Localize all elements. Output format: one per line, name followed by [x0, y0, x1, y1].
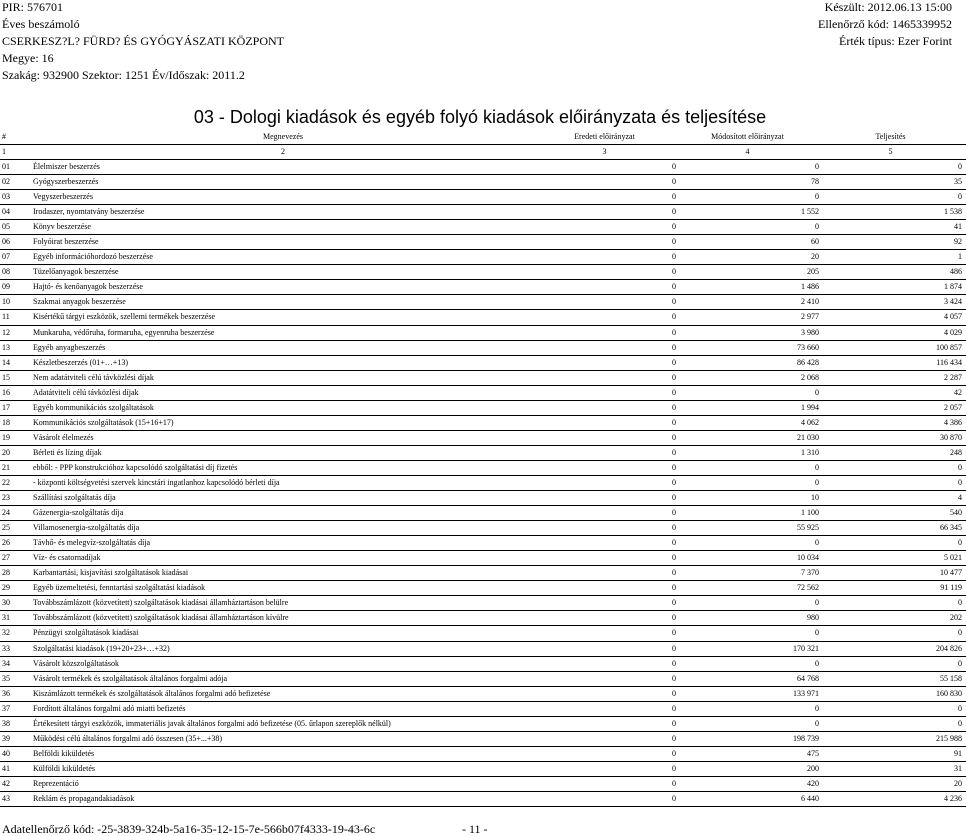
row-number: 35	[0, 671, 30, 686]
created-label: Készült: 2012.06.13 15:00	[824, 0, 952, 14]
page-number: - 11 -	[462, 822, 488, 836]
original-budget-value: 0	[533, 310, 676, 325]
row-name: Bérleti és lízing díjak	[30, 445, 533, 460]
fulfillment-value: 42	[819, 385, 966, 400]
row-name: Működési célú általános forgalmi adó összesen (35+...+38)	[30, 731, 533, 746]
original-budget-value: 0	[533, 205, 676, 220]
row-name: Továbbszámlázott (közvetített) szolgáltatások kiadásai államháztartáson belülre	[30, 596, 533, 611]
row-name: Vegyszerbeszerzés	[30, 190, 533, 205]
row-name: Gyógyszerbeszerzés	[30, 175, 533, 190]
check-code-label: Ellenőrző kód: 1465339952	[818, 17, 952, 31]
row-name: Karbantartási, kisjavítási szolgáltatások kiadásai	[30, 566, 533, 581]
modified-budget-value: 198 739	[676, 731, 819, 746]
row-name: Egyéb kommunikációs szolgáltatások	[30, 400, 533, 415]
fulfillment-value: 540	[819, 506, 966, 521]
county-label: Megye: 16	[2, 51, 54, 65]
fulfillment-value: 0	[819, 460, 966, 475]
table-row	[0, 310, 966, 325]
original-budget-value: 0	[533, 160, 676, 175]
table-row	[0, 340, 966, 355]
modified-budget-value: 0	[676, 160, 819, 175]
row-number: 25	[0, 521, 30, 536]
original-budget-value: 0	[533, 250, 676, 265]
fulfillment-value: 10 477	[819, 566, 966, 581]
original-budget-value: 0	[533, 430, 676, 445]
row-name: Tüzelőanyagok beszerzése	[30, 265, 533, 280]
row-name: Egyéb anyagbeszerzés	[30, 340, 533, 355]
fulfillment-value: 66 345	[819, 521, 966, 536]
row-name: Hajtó- és kenőanyagok beszerzése	[30, 280, 533, 295]
modified-budget-value: 1 100	[676, 506, 819, 521]
fulfillment-value: 91	[819, 746, 966, 761]
modified-budget-value: 72 562	[676, 581, 819, 596]
original-budget-value: 0	[533, 716, 676, 731]
row-number: 13	[0, 340, 30, 355]
institution-name: CSERKESZ?L? FÜRD? ÉS GYÓGYÁSZATI KÖZPONT	[2, 34, 284, 48]
column-header-number: #	[0, 130, 30, 145]
modified-budget-value: 7 370	[676, 566, 819, 581]
original-budget-value: 0	[533, 460, 676, 475]
row-name: Munkaruha, védőruha, formaruha, egyenruha beszerzése	[30, 325, 533, 340]
table-row	[0, 581, 966, 596]
fulfillment-value: 92	[819, 235, 966, 250]
row-name: Gázenergia-szolgáltatás díja	[30, 506, 533, 521]
row-number: 31	[0, 611, 30, 626]
original-budget-value: 0	[533, 190, 676, 205]
row-number: 33	[0, 641, 30, 656]
table-row	[0, 506, 966, 521]
modified-budget-value: 6 440	[676, 791, 819, 806]
modified-budget-value: 0	[676, 656, 819, 671]
table-row	[0, 746, 966, 761]
modified-budget-value: 200	[676, 761, 819, 776]
original-budget-value: 0	[533, 475, 676, 490]
fulfillment-value: 35	[819, 175, 966, 190]
row-number: 12	[0, 325, 30, 340]
row-name: Adatátviteli célú távközlési díjak	[30, 385, 533, 400]
row-number: 01	[0, 160, 30, 175]
row-number: 36	[0, 686, 30, 701]
row-number: 26	[0, 536, 30, 551]
row-number: 30	[0, 596, 30, 611]
original-budget-value: 0	[533, 400, 676, 415]
row-name: Vásárolt termékek és szolgáltatások általános forgalmi adója	[30, 671, 533, 686]
fulfillment-value: 2 287	[819, 370, 966, 385]
table-row	[0, 671, 966, 686]
original-budget-value: 0	[533, 340, 676, 355]
table-row	[0, 791, 966, 806]
column-number: 5	[819, 145, 966, 160]
table-row	[0, 761, 966, 776]
table-row	[0, 731, 966, 746]
original-budget-value: 0	[533, 656, 676, 671]
pir-label: PIR: 576701	[2, 0, 64, 14]
fulfillment-value: 0	[819, 160, 966, 175]
modified-budget-value: 3 980	[676, 325, 819, 340]
modified-budget-value: 0	[676, 190, 819, 205]
fulfillment-value: 160 830	[819, 686, 966, 701]
fulfillment-value: 1 874	[819, 280, 966, 295]
table-row	[0, 265, 966, 280]
row-name: Víz- és csatornadíjak	[30, 551, 533, 566]
original-budget-value: 0	[533, 325, 676, 340]
row-name: Folyóirat beszerzése	[30, 235, 533, 250]
original-budget-value: 0	[533, 641, 676, 656]
table-row	[0, 175, 966, 190]
modified-budget-value: 86 428	[676, 355, 819, 370]
row-name: Külföldi kiküldetés	[30, 761, 533, 776]
modified-budget-value: 20	[676, 250, 819, 265]
report-title: 03 - Dologi kiadások és egyéb folyó kiadások előirányzata és teljesítése	[193, 107, 767, 127]
original-budget-value: 0	[533, 671, 676, 686]
table-row	[0, 641, 966, 656]
fulfillment-value: 0	[819, 596, 966, 611]
fulfillment-value: 4 236	[819, 791, 966, 806]
fulfillment-value: 0	[819, 656, 966, 671]
fulfillment-value: 204 826	[819, 641, 966, 656]
table-row	[0, 325, 966, 340]
row-number: 06	[0, 235, 30, 250]
fulfillment-value: 486	[819, 265, 966, 280]
original-budget-value: 0	[533, 506, 676, 521]
table-row	[0, 415, 966, 430]
row-name: Kiszámlázott termékek és szolgáltatások általános forgalmi adó befizetése	[30, 686, 533, 701]
table-row	[0, 521, 966, 536]
table-row	[0, 190, 966, 205]
row-name: Vásárolt közszolgáltatások	[30, 656, 533, 671]
table-row	[0, 611, 966, 626]
row-number: 43	[0, 791, 30, 806]
row-number: 40	[0, 746, 30, 761]
row-number: 23	[0, 491, 30, 506]
table-row	[0, 701, 966, 716]
row-name: Könyv beszerzése	[30, 220, 533, 235]
modified-budget-value: 73 660	[676, 340, 819, 355]
fulfillment-value: 100 857	[819, 340, 966, 355]
original-budget-value: 0	[533, 445, 676, 460]
modified-budget-value: 64 768	[676, 671, 819, 686]
expenditure-table	[0, 130, 966, 807]
modified-budget-value: 78	[676, 175, 819, 190]
row-number: 21	[0, 460, 30, 475]
modified-budget-value: 2 977	[676, 310, 819, 325]
table-body	[0, 160, 966, 807]
fulfillment-value: 20	[819, 776, 966, 791]
original-budget-value: 0	[533, 686, 676, 701]
row-name: Villamosenergia-szolgáltatás díja	[30, 521, 533, 536]
modified-budget-value: 420	[676, 776, 819, 791]
row-name: Egyéb üzemeltetési, fenntartási szolgáltatási kiadások	[30, 581, 533, 596]
table-row	[0, 776, 966, 791]
column-header-name: Megnevezés	[30, 130, 533, 145]
original-budget-value: 0	[533, 295, 676, 310]
row-number: 07	[0, 250, 30, 265]
row-number: 38	[0, 716, 30, 731]
row-number: 15	[0, 370, 30, 385]
report-header-left	[2, 0, 284, 84]
table-row	[0, 220, 966, 235]
table-row	[0, 445, 966, 460]
table-row	[0, 460, 966, 475]
row-name: Belföldi kiküldetés	[30, 746, 533, 761]
fulfillment-value: 248	[819, 445, 966, 460]
table-row	[0, 205, 966, 220]
row-number: 39	[0, 731, 30, 746]
row-number: 28	[0, 566, 30, 581]
modified-budget-value: 0	[676, 475, 819, 490]
table-row	[0, 656, 966, 671]
table-row	[0, 400, 966, 415]
fulfillment-value: 215 988	[819, 731, 966, 746]
row-name: Továbbszámlázott (közvetített) szolgáltatások kiadásai államháztartáson kívülre	[30, 611, 533, 626]
row-number: 27	[0, 551, 30, 566]
column-header-modified-budget: Módosított előirányzat	[676, 130, 819, 145]
report-type-label: Éves beszámoló	[2, 17, 80, 31]
row-number: 41	[0, 761, 30, 776]
original-budget-value: 0	[533, 761, 676, 776]
modified-budget-value: 10 034	[676, 551, 819, 566]
modified-budget-value: 1 994	[676, 400, 819, 415]
modified-budget-value: 205	[676, 265, 819, 280]
row-number: 10	[0, 295, 30, 310]
original-budget-value: 0	[533, 370, 676, 385]
column-number: 1	[0, 145, 30, 160]
row-number: 37	[0, 701, 30, 716]
modified-budget-value: 980	[676, 611, 819, 626]
row-name: - központi költségvetési szervek kincstári ingatlanhoz kapcsolódó bérleti díja	[30, 475, 533, 490]
modified-budget-value: 0	[676, 596, 819, 611]
row-name: Irodaszer, nyomtatvány beszerzése	[30, 205, 533, 220]
row-number: 03	[0, 190, 30, 205]
table-row	[0, 235, 966, 250]
modified-budget-value: 0	[676, 701, 819, 716]
original-budget-value: 0	[533, 385, 676, 400]
column-number: 2	[30, 145, 533, 160]
table-row	[0, 250, 966, 265]
original-budget-value: 0	[533, 280, 676, 295]
table-row	[0, 686, 966, 701]
column-number: 4	[676, 145, 819, 160]
row-name: ebből: - PPP konstrukcióhoz kapcsolódó szolgáltatási díj fizetés	[30, 460, 533, 475]
table-row	[0, 551, 966, 566]
fulfillment-value: 91 119	[819, 581, 966, 596]
modified-budget-value: 1 310	[676, 445, 819, 460]
row-number: 29	[0, 581, 30, 596]
row-number: 34	[0, 656, 30, 671]
modified-budget-value: 10	[676, 491, 819, 506]
column-header-original-budget: Eredeti előirányzat	[533, 130, 676, 145]
row-name: Nem adatátviteli célú távközlési díjak	[30, 370, 533, 385]
row-number: 42	[0, 776, 30, 791]
row-number: 04	[0, 205, 30, 220]
report-header-right	[818, 0, 952, 50]
row-name: Vásárolt élelmezés	[30, 430, 533, 445]
row-name: Kisértékű tárgyi eszközök, szellemi termékek beszerzése	[30, 310, 533, 325]
table-row	[0, 626, 966, 641]
original-budget-value: 0	[533, 175, 676, 190]
fulfillment-value: 0	[819, 716, 966, 731]
original-budget-value: 0	[533, 611, 676, 626]
fulfillment-value: 30 870	[819, 430, 966, 445]
row-name: Reklám és propagandakiadások	[30, 791, 533, 806]
column-number-row	[0, 145, 966, 160]
original-budget-value: 0	[533, 731, 676, 746]
table-header-row	[0, 130, 966, 145]
row-number: 02	[0, 175, 30, 190]
row-name: Reprezentáció	[30, 776, 533, 791]
row-number: 17	[0, 400, 30, 415]
fulfillment-value: 41	[819, 220, 966, 235]
fulfillment-value: 4 386	[819, 415, 966, 430]
original-budget-value: 0	[533, 791, 676, 806]
row-name: Pénzügyi szolgáltatások kiadásai	[30, 626, 533, 641]
row-name: Készletbeszerzés (01+…+13)	[30, 355, 533, 370]
row-number: 19	[0, 430, 30, 445]
modified-budget-value: 1 486	[676, 280, 819, 295]
table-row	[0, 491, 966, 506]
table-row	[0, 160, 966, 175]
table-row	[0, 596, 966, 611]
original-budget-value: 0	[533, 521, 676, 536]
fulfillment-value: 116 434	[819, 355, 966, 370]
modified-budget-value: 0	[676, 626, 819, 641]
value-type-label: Érték típus: Ezer Forint	[839, 34, 952, 48]
original-budget-value: 0	[533, 220, 676, 235]
modified-budget-value: 4 062	[676, 415, 819, 430]
table-row	[0, 536, 966, 551]
original-budget-value: 0	[533, 536, 676, 551]
fulfillment-value: 0	[819, 190, 966, 205]
original-budget-value: 0	[533, 776, 676, 791]
column-header-fulfillment: Teljesítés	[819, 130, 966, 145]
row-number: 05	[0, 220, 30, 235]
fulfillment-value: 1	[819, 250, 966, 265]
fulfillment-value: 3 424	[819, 295, 966, 310]
table-row	[0, 716, 966, 731]
row-name: Szállítási szolgáltatás díja	[30, 491, 533, 506]
original-budget-value: 0	[533, 265, 676, 280]
modified-budget-value: 55 925	[676, 521, 819, 536]
original-budget-value: 0	[533, 701, 676, 716]
fulfillment-value: 5 021	[819, 551, 966, 566]
modified-budget-value: 2 410	[676, 295, 819, 310]
sector-label: Szakág: 932900 Szektor: 1251 Év/Időszak: 2011.2	[2, 68, 245, 82]
modified-budget-value: 0	[676, 536, 819, 551]
original-budget-value: 0	[533, 626, 676, 641]
row-number: 18	[0, 415, 30, 430]
row-number: 09	[0, 280, 30, 295]
original-budget-value: 0	[533, 355, 676, 370]
original-budget-value: 0	[533, 746, 676, 761]
row-number: 20	[0, 445, 30, 460]
row-number: 16	[0, 385, 30, 400]
fulfillment-value: 55 158	[819, 671, 966, 686]
fulfillment-value: 0	[819, 701, 966, 716]
row-number: 11	[0, 310, 30, 325]
modified-budget-value: 21 030	[676, 430, 819, 445]
row-number: 14	[0, 355, 30, 370]
table-row	[0, 280, 966, 295]
fulfillment-value: 31	[819, 761, 966, 776]
original-budget-value: 0	[533, 551, 676, 566]
table-row	[0, 355, 966, 370]
modified-budget-value: 475	[676, 746, 819, 761]
table-row	[0, 475, 966, 490]
table-row	[0, 370, 966, 385]
row-name: Fordított általános forgalmi adó miatti befizetés	[30, 701, 533, 716]
data-check-code: Adatellenőrző kód: -25-3839-324b-5a16-35-12-15-7e-566b07f4333-19-43-6c	[2, 822, 376, 836]
row-name: Értékesített tárgyi eszközök, immateriális javak általános forgalmi adó befizetése (05. űrlapon szereplők nélkül)	[30, 716, 533, 731]
row-name: Élelmiszer beszerzés	[30, 160, 533, 175]
modified-budget-value: 170 321	[676, 641, 819, 656]
fulfillment-value: 0	[819, 536, 966, 551]
column-number: 3	[533, 145, 676, 160]
row-name: Távhő- és melegvíz-szolgáltatás díja	[30, 536, 533, 551]
row-name: Egyéb információhordozó beszerzése	[30, 250, 533, 265]
original-budget-value: 0	[533, 566, 676, 581]
fulfillment-value: 4 057	[819, 310, 966, 325]
row-name: Szakmai anyagok beszerzése	[30, 295, 533, 310]
original-budget-value: 0	[533, 596, 676, 611]
fulfillment-value: 4	[819, 491, 966, 506]
row-number: 08	[0, 265, 30, 280]
fulfillment-value: 202	[819, 611, 966, 626]
modified-budget-value: 133 971	[676, 686, 819, 701]
table-row	[0, 566, 966, 581]
row-name: Szolgáltatási kiadások (19+20+23+…+32)	[30, 641, 533, 656]
modified-budget-value: 0	[676, 385, 819, 400]
modified-budget-value: 0	[676, 716, 819, 731]
row-number: 32	[0, 626, 30, 641]
table-row	[0, 385, 966, 400]
table-row	[0, 295, 966, 310]
row-name: Kommunikációs szolgáltatások (15+16+17)	[30, 415, 533, 430]
fulfillment-value: 2 057	[819, 400, 966, 415]
modified-budget-value: 0	[676, 220, 819, 235]
original-budget-value: 0	[533, 235, 676, 250]
row-number: 22	[0, 475, 30, 490]
fulfillment-value: 0	[819, 475, 966, 490]
modified-budget-value: 1 552	[676, 205, 819, 220]
original-budget-value: 0	[533, 491, 676, 506]
original-budget-value: 0	[533, 415, 676, 430]
fulfillment-value: 1 538	[819, 205, 966, 220]
fulfillment-value: 0	[819, 626, 966, 641]
fulfillment-value: 4 029	[819, 325, 966, 340]
row-number: 24	[0, 506, 30, 521]
modified-budget-value: 0	[676, 460, 819, 475]
modified-budget-value: 2 068	[676, 370, 819, 385]
original-budget-value: 0	[533, 581, 676, 596]
table-row	[0, 430, 966, 445]
modified-budget-value: 60	[676, 235, 819, 250]
